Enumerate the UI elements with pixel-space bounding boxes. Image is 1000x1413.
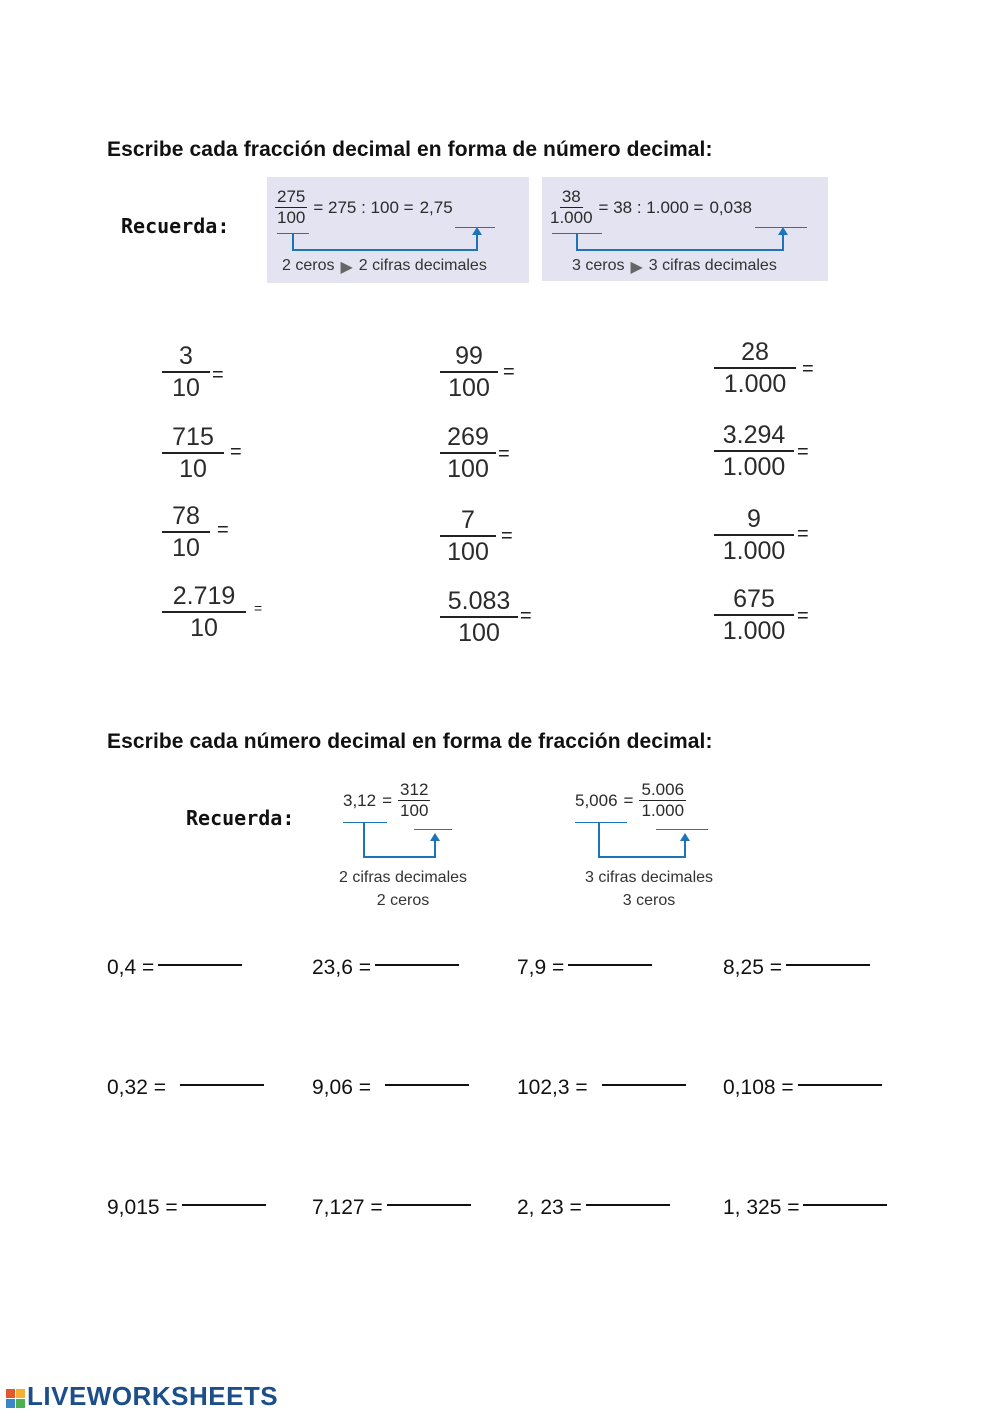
fraction-item: 715 10 xyxy=(162,422,224,484)
reminder-fraction xyxy=(639,780,686,821)
denominator: 100 xyxy=(400,801,429,820)
decimal-item: 0,108 = xyxy=(723,1076,882,1100)
equals-sign: = xyxy=(498,443,510,465)
answer-blank[interactable] xyxy=(786,964,870,966)
equals-sign: = xyxy=(382,790,393,810)
liveworksheets-logo xyxy=(6,1381,278,1412)
decimal-item: 102,3 = xyxy=(517,1076,686,1100)
answer-blank[interactable] xyxy=(803,1204,887,1206)
fraction-item: 28 1.000 xyxy=(714,337,796,399)
answer-blank[interactable] xyxy=(385,1084,469,1086)
answer-blank[interactable] xyxy=(375,964,459,966)
equals-sign: = xyxy=(212,364,224,386)
recuerda-label-2: Recuerda: xyxy=(186,806,295,830)
decimal-item: 1, 325 = xyxy=(723,1196,887,1220)
arrow-up-icon xyxy=(778,227,788,235)
fraction-item: 78 10 xyxy=(162,501,210,563)
answer-blank[interactable] xyxy=(387,1204,471,1206)
reminder-fraction xyxy=(550,187,593,228)
equals-sign: = xyxy=(501,525,513,547)
denominator: 1.000 xyxy=(550,208,593,227)
section2-heading: Escribe cada número decimal en forma de fracción decimal: xyxy=(107,730,713,753)
fraction-item: 9 1.000 xyxy=(714,504,794,566)
reminder-box-2 xyxy=(542,177,828,281)
reminder-caption-2 xyxy=(578,866,720,912)
equals-sign: = xyxy=(503,361,515,383)
reminder-expression: = 275 : 100 = xyxy=(313,197,414,217)
arrow-up-icon xyxy=(680,833,690,841)
arrow-up-icon xyxy=(430,833,440,841)
answer-blank[interactable] xyxy=(602,1084,686,1086)
arrow-up-icon xyxy=(472,227,482,235)
fraction-item: 99 100 xyxy=(440,341,498,403)
decimal-item: 7,127 = xyxy=(312,1196,471,1220)
logo-blocks-icon xyxy=(6,1389,25,1408)
numerator: 38 xyxy=(561,187,581,206)
caption-left: 2 ceros xyxy=(282,257,335,274)
decimal-item: 8,25 = xyxy=(723,956,870,980)
triangle-right-icon: ▶ xyxy=(340,259,353,276)
recuerda-label-1: Recuerda: xyxy=(121,214,230,238)
caption-line: 3 cifras decimales xyxy=(584,869,714,886)
reminder-caption-1 xyxy=(334,866,472,912)
equals-sign: = xyxy=(797,441,809,463)
equals-sign: = xyxy=(797,523,809,545)
fraction-item: 3.294 1.000 xyxy=(714,420,794,482)
caption-line: 2 cifras decimales xyxy=(338,869,468,886)
reminder-expression: = 38 : 1.000 = xyxy=(598,197,704,217)
decimal-item: 23,6 = xyxy=(312,956,459,980)
equals-sign: = xyxy=(230,441,242,463)
equals-sign: = xyxy=(623,790,634,810)
reminder-result: 2,75 xyxy=(419,197,453,217)
answer-blank[interactable] xyxy=(180,1084,264,1086)
decimal-item: 9,015 = xyxy=(107,1196,266,1220)
equals-sign: = xyxy=(217,519,229,541)
denominator: 100 xyxy=(277,208,306,227)
decimal-value: 3,12 xyxy=(343,790,377,810)
answer-blank[interactable] xyxy=(798,1084,882,1086)
caption-line: 2 ceros xyxy=(376,892,430,909)
fraction-item: 7 100 xyxy=(440,505,496,567)
equals-sign: = xyxy=(797,605,809,627)
numerator: 275 xyxy=(277,187,306,206)
decimal-item: 0,32 = xyxy=(107,1076,264,1100)
reminder-box-1 xyxy=(267,177,529,283)
numerator: 5.006 xyxy=(641,780,685,799)
reminder-fraction xyxy=(275,187,307,228)
equals-sign: = xyxy=(520,605,532,627)
equals-sign: = xyxy=(802,358,814,380)
fraction-item: 5.083 100 xyxy=(440,586,518,648)
caption-right: 3 cifras decimales xyxy=(648,257,777,274)
fraction-item: 675 1.000 xyxy=(714,584,794,646)
decimal-item: 2, 23 = xyxy=(517,1196,670,1220)
decimal-value: 5,006 xyxy=(575,790,618,810)
decimal-item: 0,4 = xyxy=(107,956,242,980)
decimal-item: 7,9 = xyxy=(517,956,652,980)
answer-blank[interactable] xyxy=(586,1204,670,1206)
logo-text: LIVEWORKSHEETS xyxy=(27,1381,279,1411)
reminder-result: 0,038 xyxy=(709,197,753,217)
reminder-example-1 xyxy=(343,780,430,821)
section1-heading: Escribe cada fracción decimal en forma de número decimal: xyxy=(107,138,713,161)
fraction-item: 2.719 10 xyxy=(162,581,246,643)
decimal-item: 9,06 = xyxy=(312,1076,469,1100)
reminder-example-2 xyxy=(575,780,686,821)
fraction-item: 3 10 xyxy=(162,341,210,403)
caption-line: 3 ceros xyxy=(622,892,676,909)
denominator: 1.000 xyxy=(641,801,685,820)
reminder-fraction xyxy=(398,780,430,821)
caption-right: 2 cifras decimales xyxy=(358,257,487,274)
caption-left: 3 ceros xyxy=(572,257,625,274)
numerator: 312 xyxy=(400,780,429,799)
triangle-right-icon: ▶ xyxy=(630,259,643,276)
answer-blank[interactable] xyxy=(568,964,652,966)
answer-blank[interactable] xyxy=(182,1204,266,1206)
fraction-item: 269 100 xyxy=(440,422,496,484)
answer-blank[interactable] xyxy=(158,964,242,966)
equals-sign: = xyxy=(254,600,263,616)
